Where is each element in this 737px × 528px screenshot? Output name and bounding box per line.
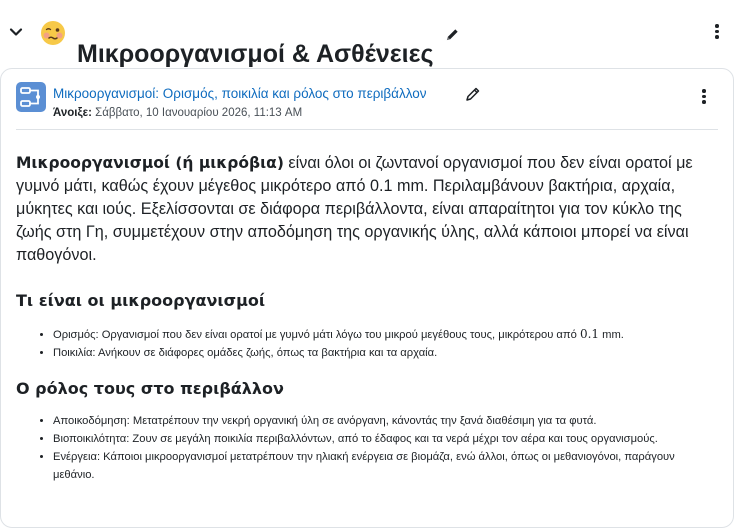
section-menu-icon[interactable] [714, 24, 720, 42]
pencil-icon[interactable] [445, 27, 460, 42]
list-item: • Αποικοδόμηση: Μετατρέπουν την νεκρή οργανική ύλη σε ανόργανη, κάνοντάς την ξανά διαθέσιμη για τα φυτά. [53, 412, 716, 430]
pencil-icon[interactable] [465, 86, 481, 102]
list-item: • Ενέργεια: Κάποιοι μικροοργανισμοί μετατρέπουν την ηλιακή ενέργεια σε βιομάζα, ενώ άλλοι, όπως οι μεθανιογόνοι, παράγουν μεθάνιο. [53, 448, 716, 484]
activity-menu-icon[interactable] [701, 89, 707, 107]
woozy-face-icon [40, 20, 66, 46]
intro-paragraph [16, 152, 716, 267]
size-unit: mm. [599, 329, 624, 341]
list-item-text: Ορισμός: Οργανισμοί που δεν είναι ορατοί με γυμνό μάτι λόγω του μικρού μεγέθους τους, μικρότερου από [53, 329, 580, 341]
list-item: • Ποικιλία: Ανήκουν σε διάφορες ομάδες ζωής, όπως τα βακτήρια και τα αρχαία. [53, 344, 716, 362]
opens-label: Άνοιξε: [53, 107, 92, 119]
subsection-icon [16, 82, 46, 112]
intro-term: Μικροοργανισμοί (ή μικρόβια) [16, 154, 284, 172]
opens-date: Σάββατο, 10 Ιανουαρίου 2026, 11:13 AM [95, 107, 303, 119]
activity-dates [53, 107, 302, 119]
size-value: 0.1 [579, 327, 600, 341]
activity-description [16, 152, 716, 484]
intro-text: είναι όλοι οι ζωντανοί οργανισμοί που δεν είναι ορατοί με γυμνό μάτι, καθώς έχουν μέγεθος μικρότερο από 0.1 mm. Περιλαμβάνουν βακτήρια, αρχαία, μύκητες και ιούς. Εξελίσσονται σε διάφορα περιβάλλοντα, είναι απαραίτητοι για τον κύκλο της ζωής στη Γη, συμμετέχουν στην αποδόμηση της οργανικής ύλης, αλλά κάποιοι μπορεί να είναι παθογόνοι. [16, 154, 693, 264]
list-item [53, 325, 716, 344]
heading-role: Ο ρόλος τους στο περιβάλλον [16, 379, 284, 398]
section-title: Μικροοργανισμοί & Ασθένειες [77, 39, 434, 68]
definition-list [16, 325, 716, 362]
heading-what-are: Τι είναι οι μικροοργανισμοί [16, 291, 266, 310]
activity-link[interactable]: Μικροοργανισμοί: Ορισμός, ποικιλία και ρόλος στο περιβάλλον [53, 86, 427, 101]
chevron-down-icon[interactable] [6, 22, 26, 42]
list-item: • Βιοποικιλότητα: Ζουν σε μεγάλη ποικιλία περιβαλλόντων, από το έδαφος και τα νερά μέχρι τον αέρα και τους οργανισμούς. [53, 430, 716, 448]
divider [16, 129, 718, 130]
section-header [0, 0, 737, 66]
role-list [16, 412, 716, 484]
